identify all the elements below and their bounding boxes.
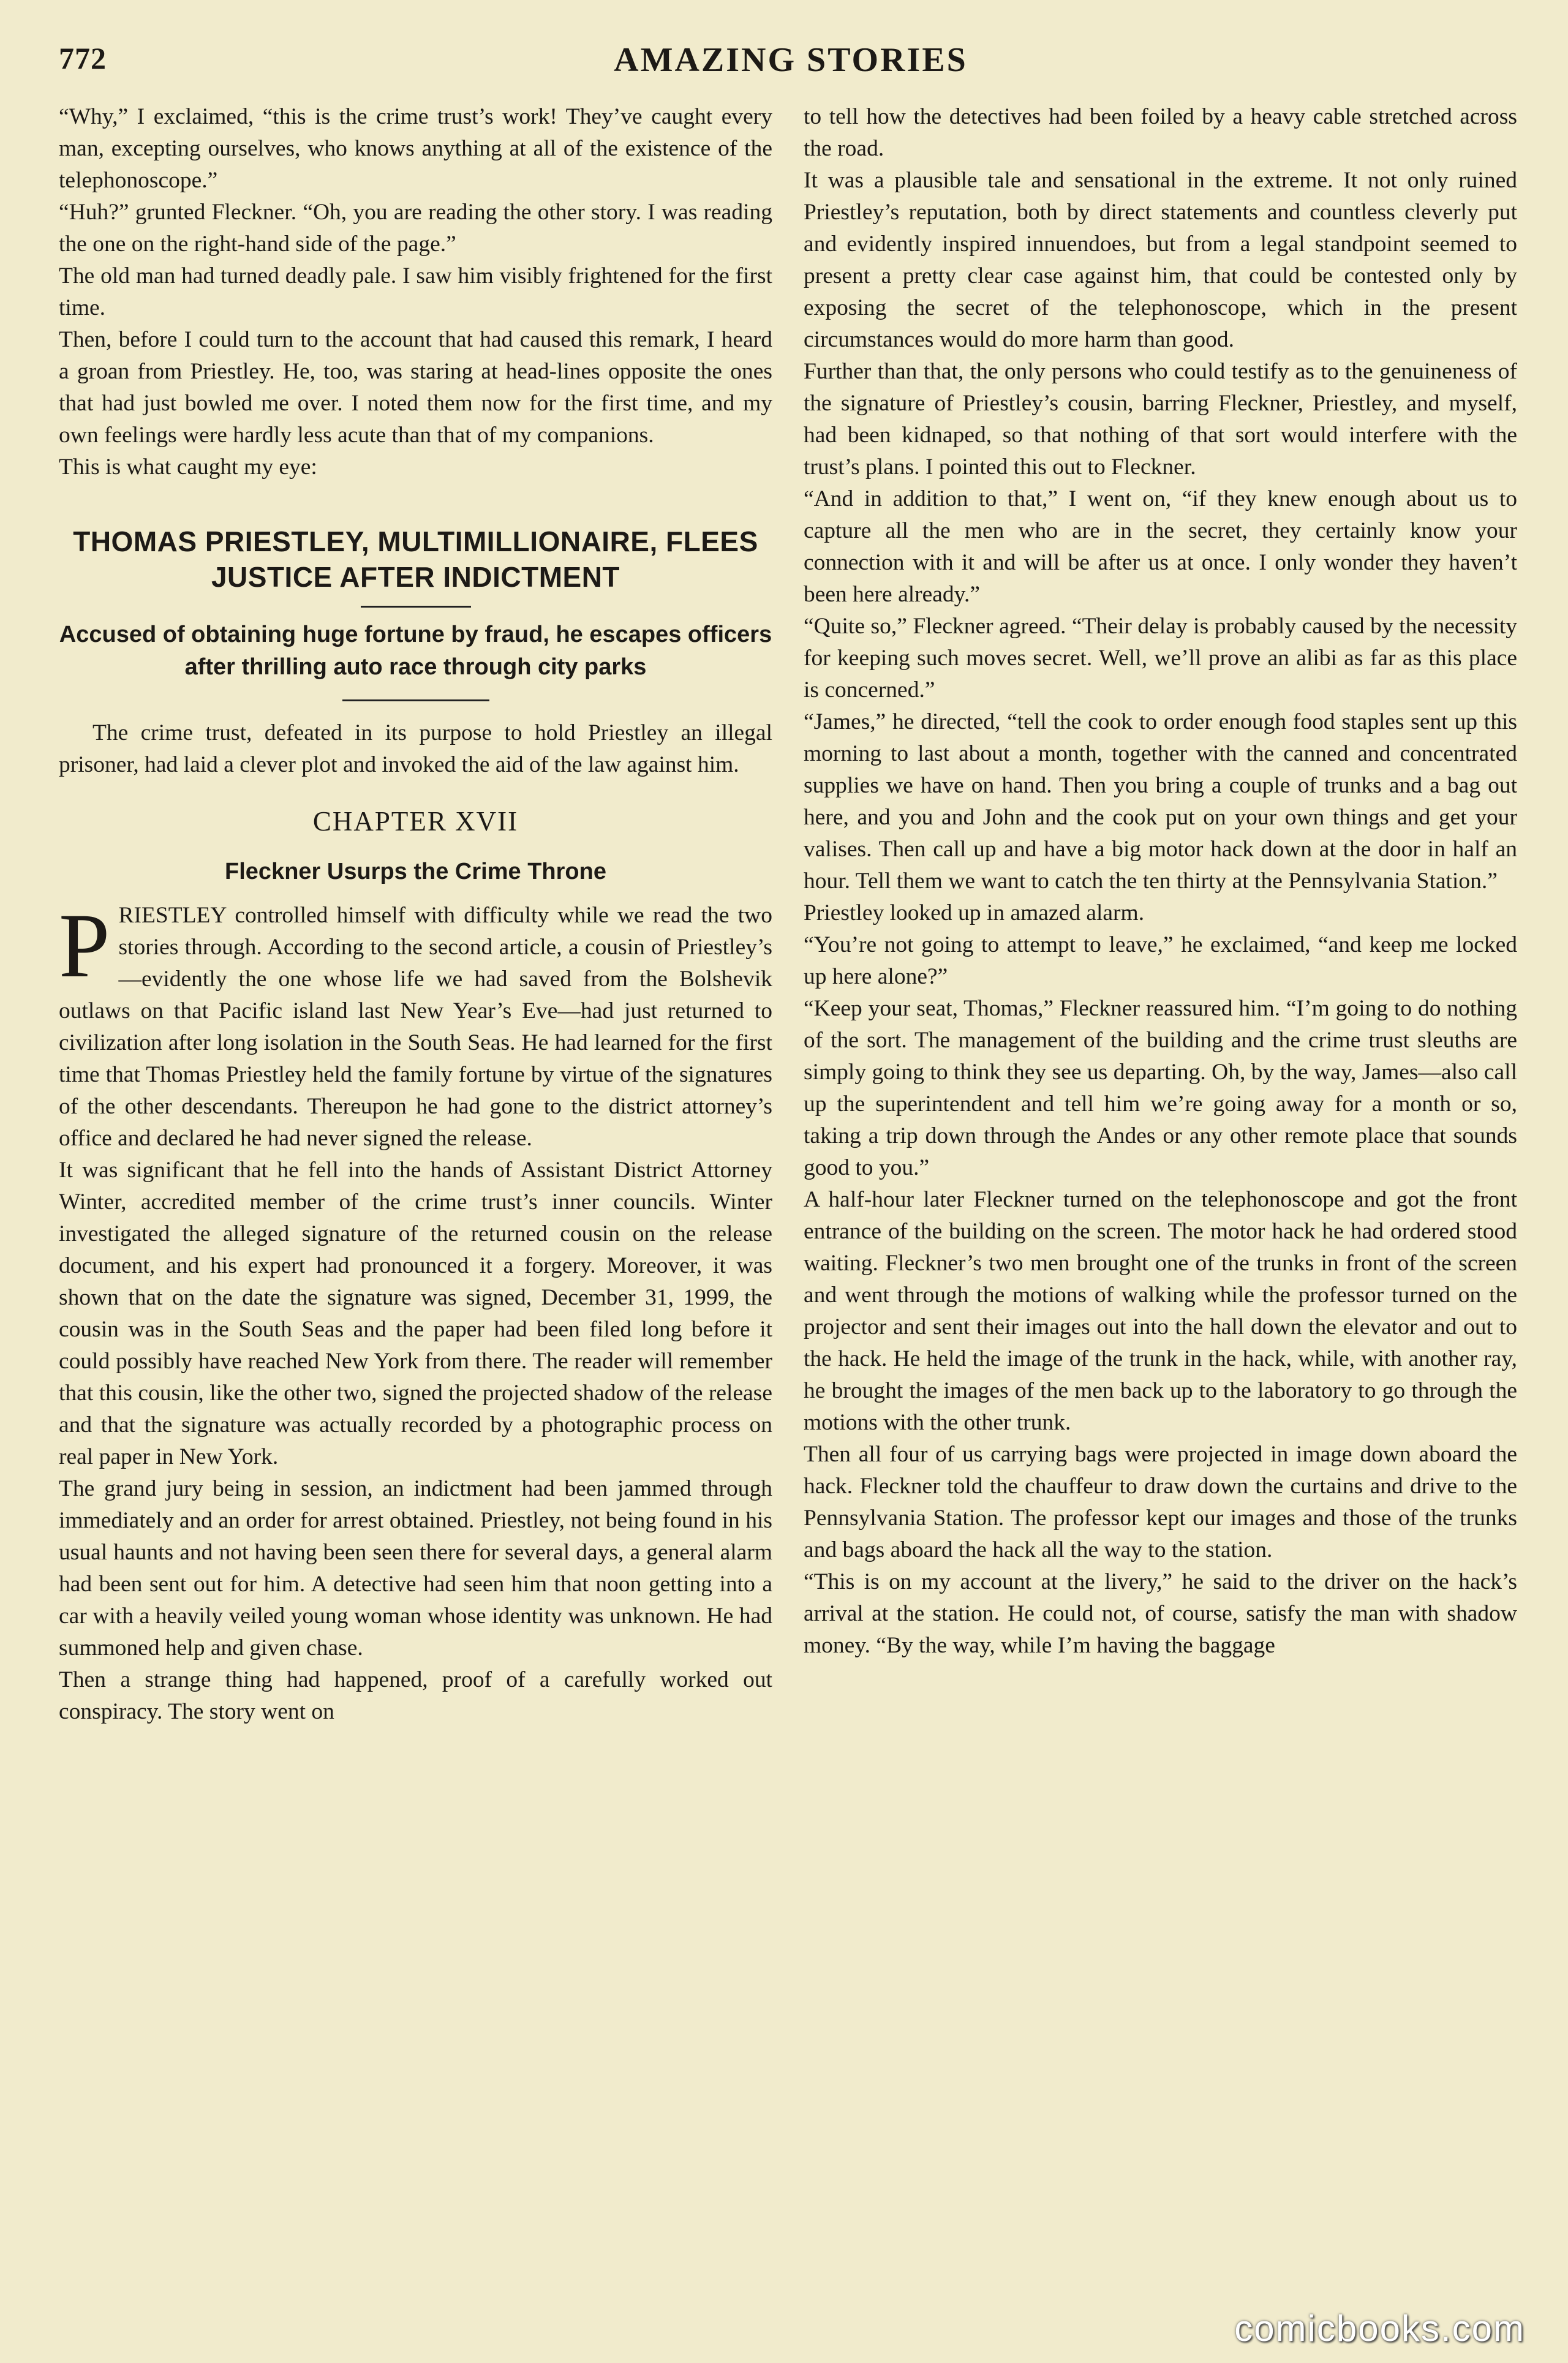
paragraph: “And in addition to that,” I went on, “if they knew enough about us to capture all the men who are in the secret, they certainly know your connection with it and will be after us at once. I only wonder they haven’t been here already.” [804,486,1517,607]
paragraph: This is what caught my eye: [59,454,317,480]
paragraph: “This is on my account at the livery,” he said to the driver on the hack’s arrival at the station. He could not, of course, satisfy the man with shadow money. “By the way, while I’m having the baggage [804,1569,1517,1658]
news-headline: THOMAS PRIESTLEY, MULTIMILLIONAIRE, FLEES JUSTICE AFTER INDICTMENT [73,526,758,593]
first-paragraph-text: RIESTLEY controlled himself with difficulty while we read the two stories through. According to the second article, a cousin of Priestley’s—evidently the one whose life we had saved from the Bolshevik outlaws on that Pacific island last New Year’s Eve—had just returned to civilization after long isolation in the South Seas. He had learned for the first time that Thomas Priestley held the family fortune by virtue of the signatures of the other descendants. Thereupon he had gone to the district attorney’s office and declared he had never signed the release. [59,903,772,1151]
page-header [59,40,1523,91]
paragraph: “Why,” I exclaimed, “this is the crime trust’s work! They’ve caught every man, excepting ourselves, who knows anything at all of the existence of the telephonoscope.” [59,104,772,193]
paragraph: It was significant that he fell into the hands of Assistant District Attorney Winter, accredited member of the crime trust’s inner councils. Winter investigated the alleged signature of the returned cousin on the release document, and his expert had pronounced it a forgery. Moreover, it was shown that on the date the signature was signed, December 31, 1999, the cousin was in the South Seas and the paper had been filed long before it could possibly have reached New York from there. The reader will remember that this cousin, like the other two, signed the projected shadow of the release and that the signature was actually recorded by a photographic process on real paper in New York. [59,1158,772,1469]
paragraph: Then, before I could turn to the account that had caused this remark, I heard a groan from Priestley. He, too, was staring at head-lines opposite the ones that had just bowled me over. I noted them now for the first time, and my own feelings were hardly less acute than that of my companions. [59,327,772,448]
left-column [59,101,772,1728]
page-number: 772 [59,41,107,75]
paragraph: The old man had turned deadly pale. I saw him visibly frightened for the first time. [59,263,772,320]
paragraph: “Huh?” grunted Fleckner. “Oh, you are reading the other story. I was reading the one on the right-hand side of the page.” [59,200,772,257]
watermark: comicbooks.com [1234,2308,1525,2349]
paragraph: It was a plausible tale and sensational in the extreme. It not only ruined Priestley’s reputation, both by direct statements and countless cleverly put and evidently inspired innuendoes, but from a legal standpoint seemed to present a pretty clear case against him, that could be contested only by exposing the secret of the telephonoscope, which in the present circumstances would do more harm than good. [804,168,1517,352]
paragraph: “You’re not going to attempt to leave,” he exclaimed, “and keep me locked up here alone?” [804,932,1517,989]
drop-cap: P [59,895,110,997]
paragraph: Further than that, the only persons who could testify as to the genuineness of the signature of Priestley’s cousin, barring Fleckner, Priestley, and myself, had been kidnaped, so that nothing of that sort would interfere with the trust’s plans. I pointed this out to Fleckner. [804,359,1517,480]
paragraph: Priestley looked up in amazed alarm. [804,900,1145,925]
chapter-number: CHAPTER XVII [312,806,519,837]
chapter-title: Fleckner Usurps the Crime Throne [225,859,606,884]
news-subheadline: Accused of obtaining huge fortune by fraud, he escapes officers after thrilling auto race through city parks [59,622,772,680]
paragraph: Then a strange thing had happened, proof of a carefully worked out conspiracy. The story went on [59,1667,772,1724]
chapter-first-paragraph [59,895,772,1155]
paragraph: “Quite so,” Fleckner agreed. “Their delay is probably caused by the necessity for keeping such moves secret. Well, we’ll prove an alibi as far as this place is concerned.” [804,614,1517,703]
divider [342,699,489,701]
paragraph: Then all four of us carrying bags were projected in image down aboard the hack. Fleckner told the chauffeur to draw down the curtains and drive to the Pennsylvania Station. The professor kept our images and those of the trunks and bags aboard the hack all the way to the station. [804,1442,1517,1562]
divider [361,606,471,608]
magazine-title: AMAZING STORIES [614,41,968,79]
paragraph: The grand jury being in session, an indictment had been jammed through immediately and an order for arrest obtained. Priestley, not being found in his usual haunts and not having been seen there for several days, a general alarm had been sent out for him. A detective had seen him that noon getting into a car with a heavily veiled young woman whose identity was unknown. He had summoned help and given chase. [59,1476,772,1660]
paragraph: “Keep your seat, Thomas,” Fleckner reassured him. “I’m going to do nothing of the sort. The management of the building and the crime trust sleuths are simply going to think they see us departing. Oh, by the way, James—also call up the superintendent and tell him we’re going away for a month or so, taking a trip down through the Andes or any other remote place that sounds good to you.” [804,996,1517,1180]
paragraph: “James,” he directed, “tell the cook to order enough food staples sent up this morning to last about a month, together with the canned and concentrated supplies we have on hand. Then you bring a couple of trunks and a bag out here, and you and John and the cook put on your own things and get your valises. Then call up and have a big motor hack down at the door in half an hour. Tell them we want to catch the ten thirty at the Pennsylvania Station.” [804,709,1517,894]
right-column [804,101,1517,1662]
paragraph: A half-hour later Fleckner turned on the telephonoscope and got the front entrance of the building on the screen. The motor hack he had ordered stood waiting. Fleckner’s two men brought one of the trunks in front of the screen and went through the motions of walking while the professor turned on the projector and sent their images out into the hall down the elevator and out to the hack. He held the image of the trunk in the hack, while, with another ray, he brought the images of the men back up to the laboratory to go through the motions with the other trunk. [804,1187,1517,1435]
paragraph: to tell how the detectives had been foiled by a heavy cable stretched across the road. [804,104,1517,161]
news-paragraph: The crime trust, defeated in its purpose to hold Priestley an illegal prisoner, had laid a clever plot and invoked the aid of the law against him. [59,720,772,777]
